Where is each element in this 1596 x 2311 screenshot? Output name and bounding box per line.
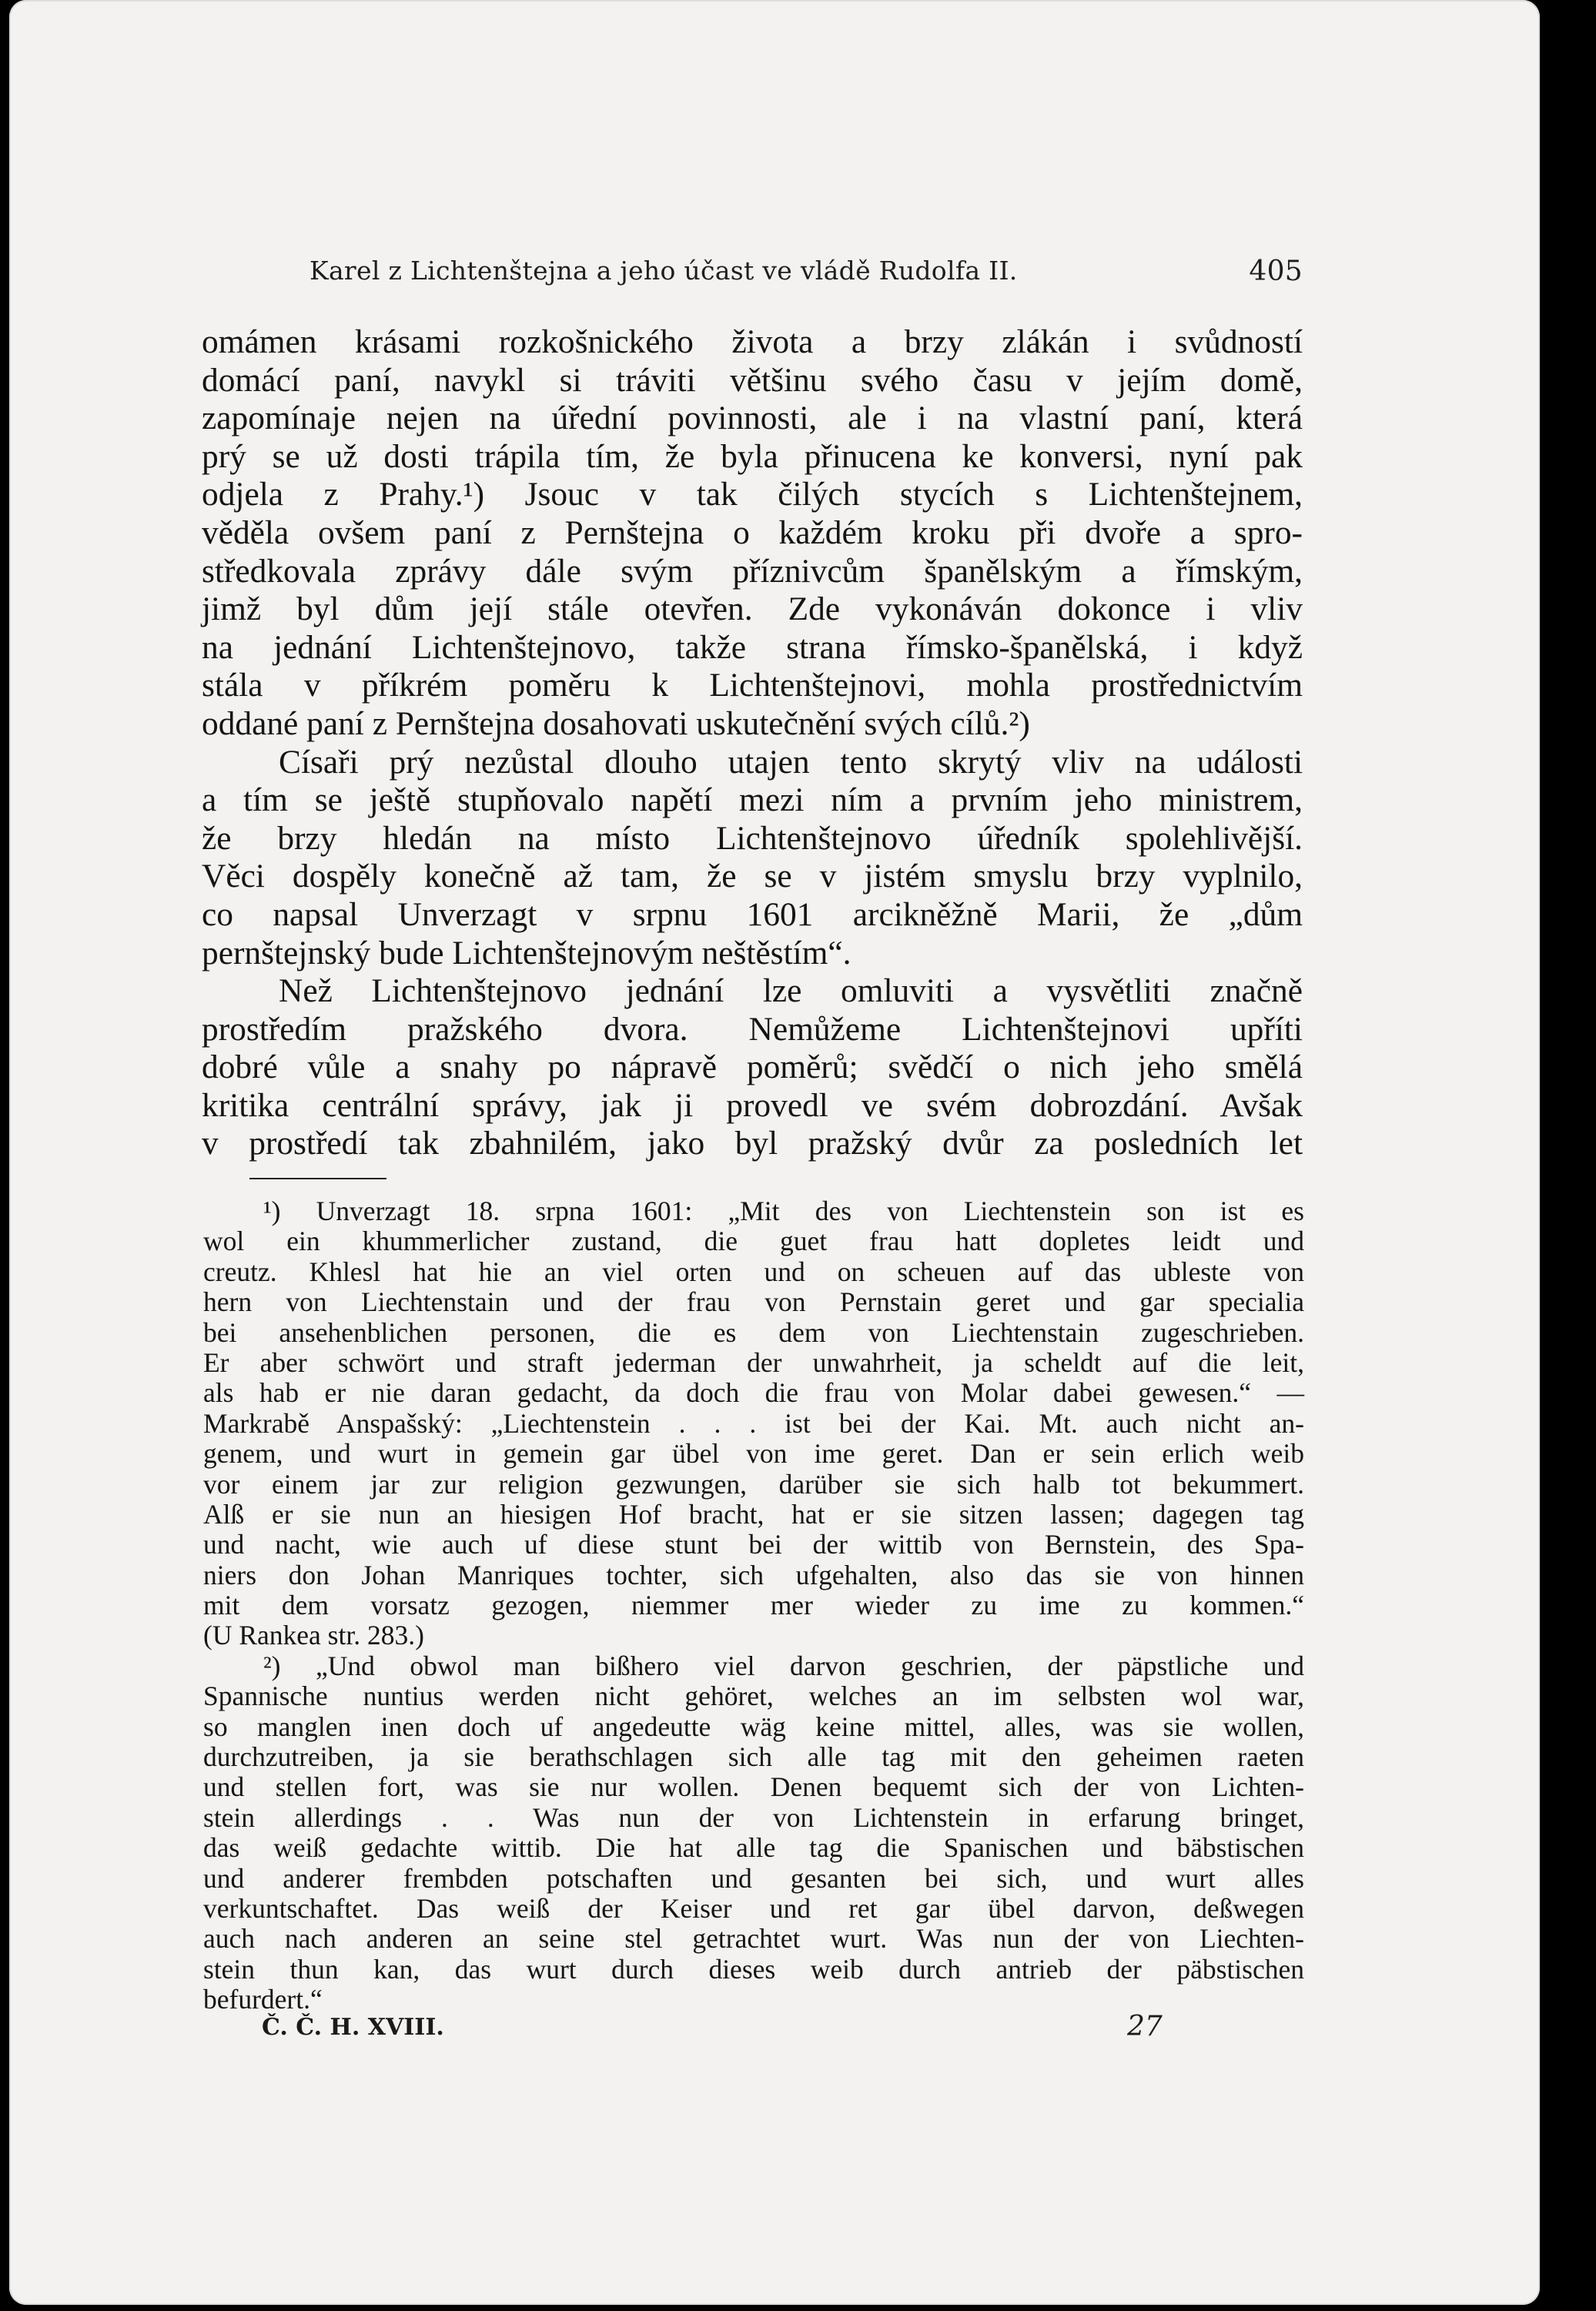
text-line: kritika centrální správy, jak ji provedl ve svém dobrozdání. Avšak (202, 1086, 1303, 1124)
footnote-line: niers don Johan Manriques tochter, sich ufgehalten, also das sie von hinnen (203, 1559, 1304, 1590)
text-line: prostředím pražského dvora. Nemůžeme Lichtenštejnovi upříti (202, 1010, 1303, 1048)
footnote-line: als hab er nie daran gedacht, da doch die frau von Molar dabei gewesen.“ — (203, 1377, 1304, 1409)
footnote-line: Markrabě Anspašský: „Liechtenstein . . . ist bei der Kai. Mt. auch nicht an- (203, 1407, 1304, 1439)
text-line: zapomínaje nejen na úřední povinnosti, ale i na vlastní paní, která (202, 400, 1303, 437)
text-line: jimž byl dům její stále otevřen. Zde vykonáván dokonce i vliv (202, 590, 1303, 628)
text-line: Než Lichtenštejnovo jednání lze omluviti a vysvětliti značně (279, 972, 1303, 1010)
text-line: středkovala zprávy dále svým příznivcům španělským a římským, (202, 552, 1303, 590)
text-line: dobré vůle a snahy po nápravě poměrů; svědčí o nich jeho smělá (202, 1048, 1303, 1086)
footnote-line: verkuntschaftet. Das weiß der Keiser und ret gar übel darvon, deßwegen (203, 1892, 1304, 1924)
footnote-line: und anderer frembden potschaften und gesanten bei sich, und wurt alles (203, 1862, 1304, 1894)
book-page (9, 0, 1540, 2305)
footnote-line: und nacht, wie auch uf diese stunt bei der wittib von Bernstein, des Spa- (203, 1529, 1304, 1560)
text-line: stála v příkrém poměru k Lichtenštejnovi, mohla prostřednictvím (202, 667, 1303, 704)
footnote-line: vor einem jar zur religion gezwungen, darüber sie sich halb tot bekummert. (203, 1468, 1304, 1500)
footnote-line: mit dem vorsatz gezogen, niemmer mer wieder zu ime zu kommen.“ (203, 1590, 1304, 1621)
footnote-line: so manglen inen doch uf angedeutte wäg keine mittel, alles, was sie wollen, (203, 1711, 1304, 1742)
text-line: Věci dospěly konečně až tam, že se v jistém smyslu brzy vyplnilo, (202, 858, 1303, 895)
footnote-line: wol ein khummerlicher zustand, die guet frau hatt dopletes leidt und (203, 1226, 1304, 1257)
footnote-line: auch nach anderen an seine stel getrachtet wurt. Was nun der von Liechten- (203, 1923, 1304, 1955)
footnote-separator (249, 1178, 386, 1179)
footnote-line: (U Rankea str. 283.) (203, 1620, 424, 1651)
text-line: co napsal Unverzagt v srpnu 1601 arcikněžně Marii, že „dům (202, 895, 1303, 933)
text-line: pernštejnský bude Lichtenštejnovým neštěstím“. (202, 934, 852, 972)
footnote-line: stein thun kan, das wurt durch dieses weib durch antrieb der päbstischen (203, 1953, 1304, 1985)
footnote-line: befurdert.“ (203, 1984, 323, 2015)
footnote-line: ¹) Unverzagt 18. srpna 1601: „Mit des von Liechtenstein son ist es (263, 1196, 1304, 1226)
text-line: oddané paní z Pernštejna dosahovati uskutečnění svých cílů.²) (202, 704, 1030, 742)
footnotes (203, 1196, 1304, 2015)
text-line: že brzy hledán na místo Lichtenštejnovo úředník spolehlivější. (202, 819, 1303, 857)
footnote-line: durchzutreiben, ja sie berathschlagen sich alle tag mit den geheimen raeten (203, 1741, 1304, 1773)
running-header-title: Karel z Lichtenštejna a jeho účast ve vládě Rudolfa II. (309, 256, 1018, 286)
text-line: na jednání Lichtenštejnovo, takže strana římsko-španělská, i když (202, 628, 1303, 666)
text-line: odjela z Prahy.¹) Jsouc v tak čilých stycích s Lichtenštejnem, (202, 476, 1303, 513)
page-number: 405 (1249, 256, 1303, 287)
main-text (202, 323, 1303, 1163)
text-line: domácí paní, navykl si tráviti většinu svého času v jejím domě, (202, 361, 1303, 399)
text-line: Císaři prý nezůstal dlouho utajen tento skrytý vliv na události (279, 743, 1303, 781)
sheet-number: 27 (1127, 2011, 1163, 2042)
footnote-line: creutz. Khlesl hat hie an viel orten und on scheuen auf das ubleste von (203, 1256, 1304, 1287)
text-line: věděla ovšem paní z Pernštejna o každém kroku při dvoře a spro- (202, 513, 1303, 551)
footnote-line: ²) „Und obwol man bißhero viel darvon geschrien, der päpstliche und (263, 1650, 1304, 1681)
footnote-line: Er aber schwört und straft jederman der unwahrheit, ja scheldt auf die leit, (203, 1346, 1304, 1378)
footnote-line: genem, und wurt in gemein gar übel von ime geret. Dan er sein erlich weib (203, 1438, 1304, 1470)
signature-mark: Č. Č. H. XVIII. (262, 2014, 444, 2041)
footnote-line: bei ansehenblichen personen, die es dem von Liechtenstain zugeschrieben. (203, 1316, 1304, 1348)
text-line: prý se už dosti trápila tím, že byla přinucena ke konversi, nyní pak (202, 437, 1303, 475)
running-header (309, 256, 1303, 286)
footnote-line: und stellen fort, was sie nur wollen. Denen bequemt sich der von Lichten- (203, 1771, 1304, 1803)
footnote-line: stein allerdings . . Was nun der von Lichtenstein in erfarung bringet, (203, 1801, 1304, 1833)
footnote-line: Spannische nuntius werden nicht gehöret, welches an im selbsten wol war, (203, 1681, 1304, 1712)
footnote-line: hern von Liechtenstain und der frau von Pernstain geret und gar specialia (203, 1286, 1304, 1318)
footnote-line: das weiß gedachte wittib. Die hat alle tag die Spanischen und bäbstischen (203, 1832, 1304, 1864)
text-line: a tím se ještě stupňovalo napětí mezi ním a prvním jeho ministrem, (202, 781, 1303, 819)
footnote-line: Alß er sie nun an hiesigen Hof bracht, hat er sie sitzen lassen; dagegen tag (203, 1498, 1304, 1530)
text-line: omámen krásami rozkošnického života a brzy zlákán i svůdností (202, 323, 1303, 360)
text-line: v prostředí tak zbahnilém, jako byl pražský dvůr za posledních let (202, 1125, 1303, 1162)
